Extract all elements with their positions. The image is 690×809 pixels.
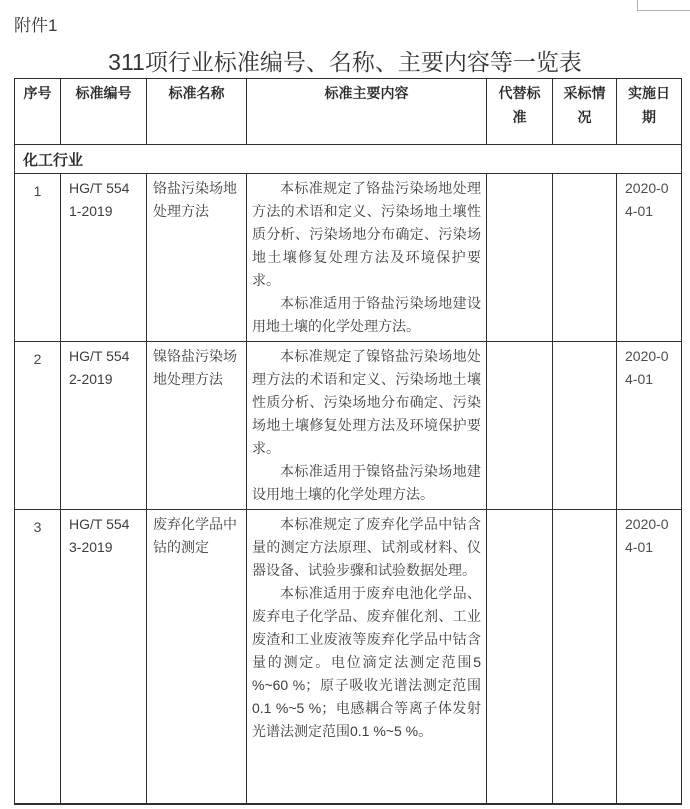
clipped-corner-box [637, 0, 690, 11]
table-row [15, 174, 682, 342]
content-paragraph: 本标准适用于废弃电池化学品、废弃电子化学品、废弃催化剂、工业废渣和工业废液等废弃化学品中钴含量的测定。电位滴定法测定范围5 %~60 %；原子吸收光谱法测定范围0.1 %~5 %；电感耦合等离子体发射光谱法测定范围0.1 %~5 %。 [252, 585, 481, 739]
content-paragraph: 本标准适用于镍铬盐污染场地建设用地土壤的化学处理方法。 [252, 463, 481, 502]
attachment-label: 附件1 [14, 16, 58, 35]
table-row [15, 510, 682, 804]
row-replaced-standard [487, 342, 553, 510]
col-header-implementation-date: 实施日期 [617, 79, 682, 145]
row-adoption-status [553, 342, 617, 510]
row-adoption-status [553, 510, 617, 804]
section-row-chemical-industry [15, 145, 682, 174]
row-replaced-standard [487, 174, 553, 342]
page-title: 311项行业标准编号、名称、主要内容等一览表 [108, 49, 582, 75]
row-seq: 3 [15, 510, 61, 804]
row-implementation-date: 2020-04-01 [617, 510, 682, 804]
row-adoption-status [553, 174, 617, 342]
content-paragraph: 本标准规定了铬盐污染场地处理方法的术语和定义、污染场地土壤性质分析、污染场地分布确定、污染场地土壤修复处理方法及环境保护要求。 [252, 180, 481, 288]
row-main-content [247, 174, 487, 342]
col-header-standard-code: 标准编号 [61, 79, 147, 145]
col-header-standard-name: 标准名称 [147, 79, 247, 145]
col-header-adoption-status: 采标情况 [553, 79, 617, 145]
row-standard-code: HG/T 5542-2019 [61, 342, 147, 510]
table-row [15, 342, 682, 510]
row-seq: 1 [15, 174, 61, 342]
col-header-replaced-standard: 代替标准 [487, 79, 553, 145]
row-implementation-date: 2020-04-01 [617, 174, 682, 342]
content-paragraph: 本标准适用于铬盐污染场地建设用地土壤的化学处理方法。 [252, 295, 481, 334]
row-main-content [247, 510, 487, 804]
row-seq: 2 [15, 342, 61, 510]
row-main-content [247, 342, 487, 510]
row-standard-name: 废弃化学品中钴的测定 [147, 510, 247, 804]
standards-table [14, 78, 682, 805]
row-implementation-date: 2020-04-01 [617, 342, 682, 510]
row-standard-name: 铬盐污染场地处理方法 [147, 174, 247, 342]
row-standard-name: 镍铬盐污染场地处理方法 [147, 342, 247, 510]
row-standard-code: HG/T 5543-2019 [61, 510, 147, 804]
col-header-main-content: 标准主要内容 [247, 79, 487, 145]
content-paragraph: 本标准规定了镍铬盐污染场地处理方法的术语和定义、污染场地土壤性质分析、污染场地分布确定、污染场地土壤修复处理方法及环境保护要求。 [252, 348, 481, 456]
row-replaced-standard [487, 510, 553, 804]
content-paragraph: 本标准规定了废弃化学品中钴含量的测定方法原理、试剂或材料、仪器设备、试验步骤和试验数据处理。 [252, 516, 481, 578]
row-standard-code: HG/T 5541-2019 [61, 174, 147, 342]
section-label: 化工行业 [15, 145, 682, 174]
col-header-seq: 序号 [15, 79, 61, 145]
table-header-row [15, 79, 682, 145]
